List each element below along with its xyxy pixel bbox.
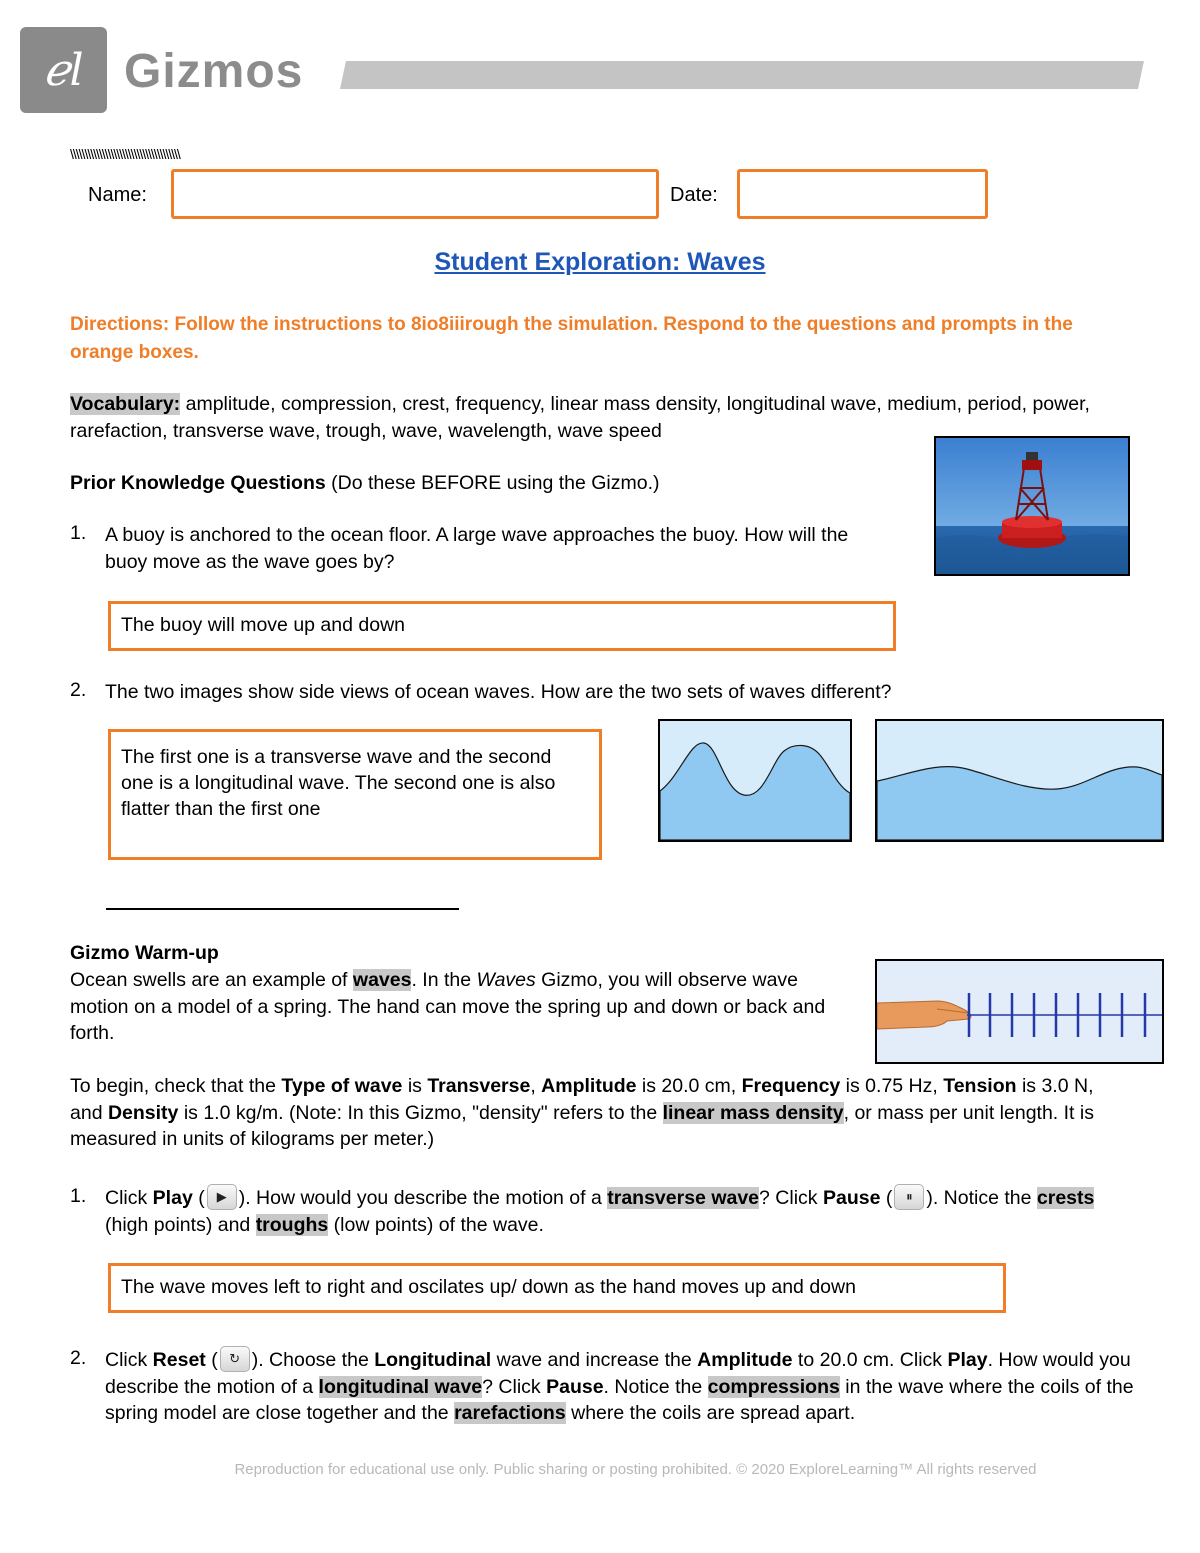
term-amplitude: Amplitude <box>697 1349 793 1371</box>
warmup-q1-text <box>105 1185 1135 1238</box>
date-label: Date: <box>670 184 718 206</box>
warmup-heading: Gizmo Warm-up <box>70 942 219 964</box>
term-compressions: compressions <box>707 1375 840 1398</box>
warmup-text: ( <box>880 1187 893 1209</box>
warmup-text: ). How would you describe the motion of a <box>238 1187 608 1209</box>
play-icon[interactable]: ▶ <box>207 1184 237 1210</box>
warmup-text: (high points) and <box>105 1213 256 1236</box>
buoy-image <box>934 436 1130 576</box>
warmup-q2-number: 2. <box>70 1347 87 1369</box>
term-crests: crests <box>1036 1187 1095 1209</box>
prior-answer-2[interactable]: The first one is a transverse wave and the second one is a longitudinal wave. The second one is also flatter than the first one <box>108 729 602 860</box>
reset-icon[interactable]: ↻ <box>220 1346 250 1372</box>
vocabulary-label: Vocabulary: <box>70 393 181 415</box>
term-troughs: troughs <box>255 1213 329 1236</box>
date-field[interactable] <box>737 169 988 219</box>
warmup-text: . Notice the <box>603 1375 708 1398</box>
flat-waves-image <box>875 719 1164 842</box>
warmup-text: (low points) of the wave. <box>328 1213 544 1236</box>
term-longitudinal-wave: longitudinal wave <box>318 1375 483 1398</box>
term-density: Density <box>107 1101 179 1124</box>
warmup-text: is 0.75 Hz, <box>840 1075 944 1097</box>
warmup-paragraph-2 <box>70 1073 1130 1153</box>
directions: Directions: Follow the instructions to 8io8iiirough the simulation. Respond to the questions and prompts in the orange boxes. <box>70 314 1073 363</box>
logo-icon: ℯl <box>43 44 84 96</box>
warmup-text: ? Click <box>482 1375 547 1398</box>
warmup-paragraph-1 <box>70 967 840 1047</box>
slashes-line: \\\\\\\\\\\\\\\\\\\\\\\\\\\\\\\\\\\\\\ <box>70 146 180 162</box>
warmup-text: ( <box>192 1187 205 1209</box>
term-play: Play <box>947 1349 988 1371</box>
warmup-text: ( <box>205 1349 218 1371</box>
prior-note: (Do these BEFORE using the Gizmo.) <box>325 472 660 494</box>
page-title: Student Exploration: Waves <box>434 248 766 276</box>
warmup-text: ? Click <box>759 1187 823 1209</box>
warmup-text: ). Choose the <box>251 1349 375 1371</box>
warmup-text: To begin, check that the <box>70 1075 282 1097</box>
term-reset: Reset <box>152 1349 206 1371</box>
header-bar <box>340 61 1144 89</box>
warmup-text: , or mass per unit length. It is measured in units of kilograms per meter.) <box>70 1101 1094 1150</box>
brand-name: Gizmos <box>124 45 304 98</box>
term-linear-mass-density: linear mass density <box>662 1101 844 1124</box>
warmup-text: Click <box>105 1187 153 1209</box>
term-pause: Pause <box>546 1375 604 1398</box>
name-field[interactable] <box>171 169 659 219</box>
prior-q2-text: The two images show side views of ocean waves. How are the two sets of waves different? <box>105 681 892 703</box>
spring-hand-image <box>875 959 1164 1064</box>
tall-waves-image <box>658 719 852 842</box>
warmup-text: is 20.0 cm, <box>636 1075 742 1097</box>
term-play: Play <box>152 1187 193 1209</box>
prior-q1-text: A buoy is anchored to the ocean floor. A large wave approaches the buoy. How will the buoy move as the wave goes by? <box>105 524 849 573</box>
warmup-text: to 20.0 cm. Click <box>792 1349 948 1371</box>
term-amplitude: Amplitude <box>541 1075 637 1097</box>
warmup-text: in the wave where the coils of the spring model are close together and the <box>105 1375 1134 1424</box>
vocabulary-terms: amplitude, compression, crest, frequency, linear mass density, longitudinal wave, medium, period, power, rarefaction, transverse wave, trough, wave, wavelength, wave speed <box>70 393 1090 442</box>
warmup-text: . How would you describe the motion of a <box>105 1349 1131 1398</box>
gizmo-name: Waves <box>476 969 536 991</box>
warmup-text: where the coils are spread apart. <box>565 1402 856 1424</box>
warmup-text: Gizmo, you will observe wave motion on a model of a spring. The hand can move the spring up and down or back and forth. <box>70 969 826 1044</box>
prior-q2-number: 2. <box>70 679 87 701</box>
warmup-text: , <box>530 1075 542 1097</box>
name-label: Name: <box>88 184 147 206</box>
warmup-text: Click <box>105 1349 153 1371</box>
warmup-text: Ocean swells are an example of <box>70 969 353 991</box>
warmup-text: is <box>402 1075 428 1097</box>
pause-icon[interactable]: ⏸ <box>894 1184 924 1210</box>
prior-answer-1[interactable]: The buoy will move up and down <box>108 601 896 651</box>
term-longitudinal: Longitudinal <box>374 1349 492 1371</box>
prior-heading-line <box>70 470 870 497</box>
term-pause: Pause <box>822 1187 881 1209</box>
term-type-of-wave: Type of wave <box>281 1075 403 1097</box>
term-tension: Tension <box>943 1075 1017 1097</box>
warmup-text: is 3.0 N, and <box>70 1075 1094 1124</box>
warmup-q1-number: 1. <box>70 1185 87 1207</box>
term-rarefactions: rarefactions <box>454 1402 566 1424</box>
prior-q1-number: 1. <box>70 522 87 544</box>
warmup-text: ). Notice the <box>926 1187 1037 1209</box>
warmup-q2-text <box>105 1347 1135 1427</box>
term-frequency: Frequency <box>741 1075 841 1097</box>
prior-heading: Prior Knowledge Questions <box>70 472 326 494</box>
footer-copyright: Reproduction for educational use only. Public sharing or posting prohibited. © 2020 ExploreLearning™ All rights reserved <box>234 1461 1037 1478</box>
term-transverse-wave: transverse wave <box>607 1187 760 1209</box>
section-divider <box>106 908 459 910</box>
warmup-text: is 1.0 kg/m. (Note: In this Gizmo, "density" refers to the <box>178 1101 663 1124</box>
warmup-text: . In the <box>411 969 477 991</box>
warmup-answer-1[interactable]: The wave moves left to right and oscilates up/ down as the hand moves up and down <box>108 1263 1006 1313</box>
warmup-text: wave and increase the <box>491 1349 698 1371</box>
term-transverse: Transverse <box>427 1075 531 1097</box>
term-waves: waves <box>352 969 412 991</box>
